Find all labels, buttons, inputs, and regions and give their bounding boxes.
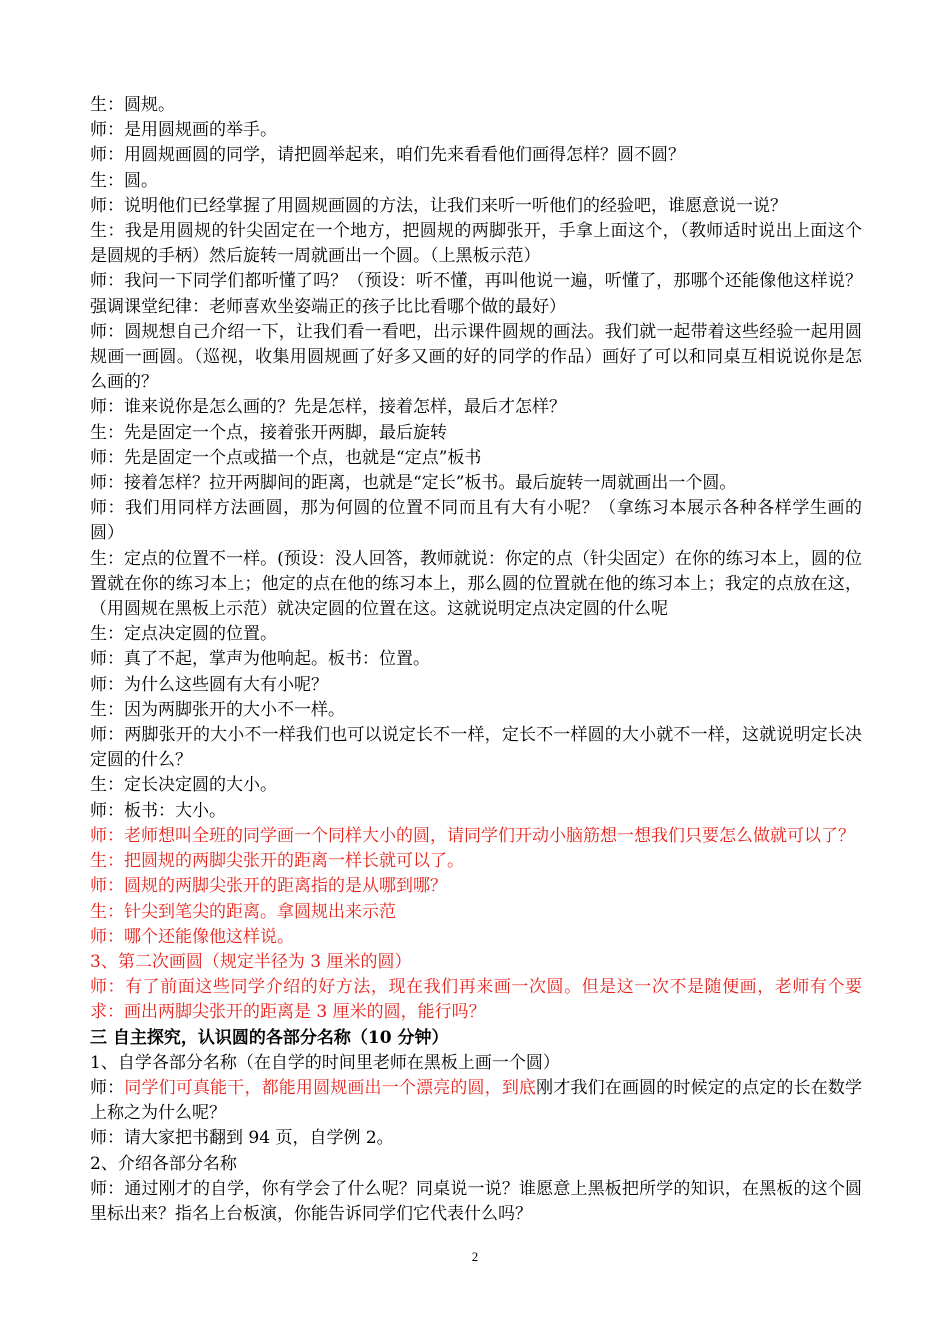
text-run: 生：因为两脚张开的大小不一样。 [90,699,345,720]
text-run: 师：说明他们已经掌握了用圆规画圆的方法，让我们来听一听他们的经验吧，谁愿意说一说？ [90,195,787,216]
text-run: 师：我问一下同学们都听懂了吗？（预设：听不懂，再叫他说一遍，听懂了，那哪个还能像他这样说？强调课堂纪律：老师喜欢坐姿端正的孩子比比看哪个做的最好） [90,271,862,317]
text-run: 2、介绍各部分名称 [90,1153,237,1174]
page-number: 2 [471,1249,479,1264]
text-run: 师：板书：大小。 [90,800,226,821]
text-run: 师：我们用同样方法画圆，那为何圆的位置不同而且有大有小呢？（拿练习本展示各种各样学生画的圆） [90,498,862,544]
paragraph [90,824,862,849]
paragraph [90,1026,862,1051]
text-run: 师：圆规的两脚尖张开的距离指的是从哪到哪？ [90,876,447,897]
text-run: 师：是用圆规画的举手。 [90,120,277,141]
text-run: 师：真了不起，掌声为他响起。板书：位置。 [90,649,430,670]
paragraph [90,1152,862,1177]
paragraph [90,547,862,623]
text-run: 师：接着怎样？拉开两脚间的距离，也就是“定长”板书。最后旋转一周就画出一个圆。 [90,473,737,494]
text-run: 师：老师想叫全班的同学画一个同样大小的圆，请同学们开动小脑筋想一想我们只要怎么做就可以了？ [90,825,855,846]
text-run: 生：把圆规的两脚尖张开的距离一样长就可以了。 [90,851,464,872]
text-run: 3、第二次画圆（规定半径为 3 厘米的圆） [90,951,412,972]
paragraph [90,647,862,672]
text-run: 师： [90,1077,125,1098]
text-run: 师：哪个还能像他这样说。 [90,926,294,947]
text-run: 师：两脚张开的大小不一样我们也可以说定长不一样，定长不一样圆的大小就不一样，这就说明定长决定圆的什么？ [90,725,862,771]
paragraph [90,1126,862,1151]
paragraph [90,93,862,118]
paragraph [90,773,862,798]
text-run: 生：圆规。 [90,95,175,115]
text-run: 师：圆规想自己介绍一下，让我们看一看吧，出示课件圆规的画法。我们就一起带着这些经验一起用圆规画一画圆。（巡视，收集用圆规画了好多又画的好的同学的作品）画好了可以和同桌互相说说你是怎么画的？ [90,321,862,393]
paragraph [90,320,862,396]
paragraph [90,194,862,219]
paragraph [90,143,862,168]
paragraph [90,723,862,773]
text-run: 三 自主探究，认识圆的各部分名称（10 分钟） [90,1027,449,1048]
text-run: 师：请大家把书翻到 94 页，自学例 2。 [90,1128,394,1149]
paragraph [90,219,862,269]
text-run: 生：定点的位置不一样。(预设：没人回答，教师就说：你定的点（针尖固定）在你的练习本上，圆的位置就在你的练习本上；他定的点在他的练习本上，那么圆的位置就在他的练习本上；我定的点放在这，（用圆规在黑板上示范）就决定圆的位置在这。这就说明定点决定圆的什么呢 [90,548,862,620]
paragraph [90,900,862,925]
paragraph [90,698,862,723]
paragraph [90,496,862,546]
text-run: 生：定长决定圆的大小。 [90,775,277,796]
paragraph [90,395,862,420]
paragraph [90,118,862,143]
text-run: 师：有了前面这些同学介绍的好方法，现在我们再来画一次圆。但是这一次不是随便画，老师有个要求：画出两脚尖张开的距离是 3 厘米的圆，能行吗？ [90,977,862,1023]
paragraph [90,622,862,647]
text-run: 生：先是固定一个点，接着张开两脚，最后旋转 [90,422,447,443]
text-run: 生：针尖到笔尖的距离。拿圆规出来示范 [90,901,396,922]
paragraph [90,673,862,698]
text-run: 生：我是用圆规的针尖固定在一个地方，把圆规的两脚张开，手拿上面这个，（教师适时说出上面这个是圆规的手柄）然后旋转一周就画出一个圆。（上黑板示范） [90,221,862,267]
paragraph [90,471,862,496]
text-run: 师：为什么这些圆有大有小呢？ [90,674,328,695]
text-run: 师：先是固定一个点或描一个点，也就是“定点”板书 [90,447,482,468]
paragraph [90,421,862,446]
paragraph [90,1177,862,1227]
text-run: 刚才我们在画圆的时候定的点定的长在数学上称之为什么呢？ [90,1077,863,1124]
text-run: 1、自学各部分名称（在自学的时间里老师在黑板上画一个圆） [90,1052,560,1073]
document-body [90,93,862,1227]
paragraph [90,269,862,319]
paragraph [90,849,862,874]
text-run: 生：圆。 [90,170,158,191]
paragraph [90,874,862,899]
paragraph [90,169,862,194]
text-run: 师：用圆规画圆的同学，请把圆举起来，咱们先来看看他们画得怎样？圆不圆？ [90,145,685,166]
paragraph [90,925,862,950]
paragraph [90,950,862,975]
paragraph [90,799,862,824]
text-run: 师：通过刚才的自学，你有学会了什么呢？同桌说一说？谁愿意上黑板把所学的知识，在黑板的这个圆里标出来？指名上台板演，你能告诉同学们它代表什么吗？ [90,1178,862,1224]
text-run: 师：谁来说你是怎么画的？先是怎样，接着怎样，最后才怎样？ [90,397,566,418]
paragraph [90,1076,862,1126]
paragraph [90,1051,862,1076]
paragraph [90,975,862,1025]
paragraph [90,446,862,471]
text-run: 生：定点决定圆的位置。 [90,624,277,645]
text-run: 同学们可真能干，都能用圆规画出一个漂亮的圆，到底 [124,1077,537,1098]
